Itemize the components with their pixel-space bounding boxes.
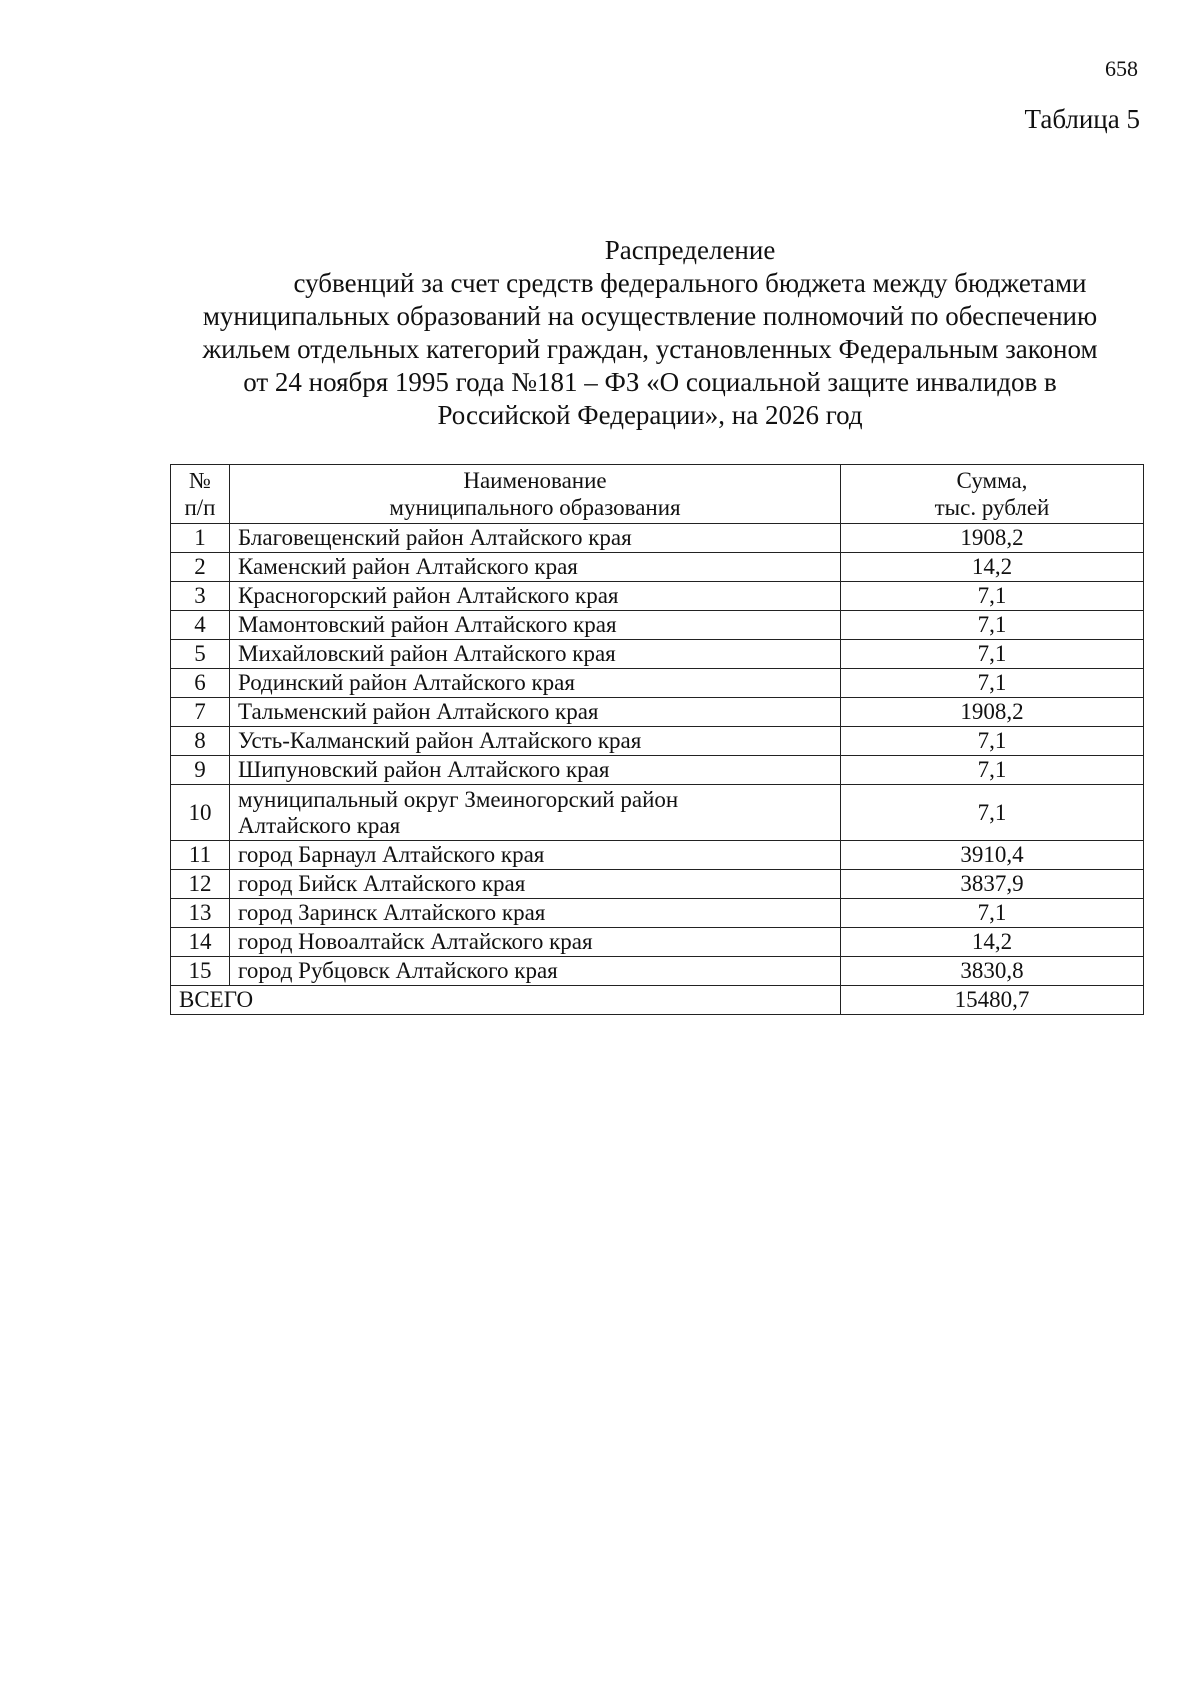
table-row bbox=[171, 640, 1144, 669]
row-sum: 14,2 bbox=[841, 928, 1144, 957]
table-total-row bbox=[171, 986, 1144, 1015]
row-number: 1 bbox=[171, 524, 230, 553]
row-number: 10 bbox=[171, 785, 230, 841]
distribution-table bbox=[170, 464, 1144, 1015]
row-number: 6 bbox=[171, 669, 230, 698]
row-sum: 7,1 bbox=[841, 582, 1144, 611]
row-sum: 1908,2 bbox=[841, 698, 1144, 727]
document-title bbox=[150, 234, 1150, 432]
total-label: ВСЕГО bbox=[171, 986, 841, 1015]
row-sum: 7,1 bbox=[841, 727, 1144, 756]
row-number: 11 bbox=[171, 841, 230, 870]
page-number: 658 bbox=[1105, 56, 1138, 81]
title-line-2: муниципальных образований на осуществление полномочий по обеспечению bbox=[202, 301, 1098, 331]
header-name-line1: Наименование bbox=[463, 468, 607, 493]
table-row bbox=[171, 957, 1144, 986]
table-row bbox=[171, 669, 1144, 698]
title-heading: Распределение bbox=[604, 235, 776, 265]
row-name: Благовещенский район Алтайского края bbox=[230, 524, 841, 553]
header-name bbox=[230, 465, 841, 524]
row-name: Шипуновский район Алтайского края bbox=[230, 756, 841, 785]
title-line-3: жильем отдельных категорий граждан, установленных Федеральным законом bbox=[202, 334, 1098, 364]
row-number: 3 bbox=[171, 582, 230, 611]
row-number: 2 bbox=[171, 553, 230, 582]
header-sum bbox=[841, 465, 1144, 524]
table-row bbox=[171, 785, 1144, 841]
row-sum: 14,2 bbox=[841, 553, 1144, 582]
row-number: 5 bbox=[171, 640, 230, 669]
table-row bbox=[171, 611, 1144, 640]
row-number: 8 bbox=[171, 727, 230, 756]
row-sum: 7,1 bbox=[841, 899, 1144, 928]
header-number bbox=[171, 465, 230, 524]
table-row bbox=[171, 841, 1144, 870]
row-sum: 7,1 bbox=[841, 669, 1144, 698]
row-name: город Бийск Алтайского края bbox=[230, 870, 841, 899]
row-sum: 3837,9 bbox=[841, 870, 1144, 899]
row-name-line2: Алтайского края bbox=[238, 812, 401, 838]
row-name: Тальменский район Алтайского края bbox=[230, 698, 841, 727]
row-name-line1: муниципальный округ Змеиногорский район bbox=[238, 786, 679, 812]
table-row bbox=[171, 756, 1144, 785]
row-number: 12 bbox=[171, 870, 230, 899]
row-number: 9 bbox=[171, 756, 230, 785]
table-row bbox=[171, 899, 1144, 928]
total-sum: 15480,7 bbox=[841, 986, 1144, 1015]
row-name: город Барнаул Алтайского края bbox=[230, 841, 841, 870]
table-row bbox=[171, 524, 1144, 553]
table-label: Таблица 5 bbox=[1024, 104, 1140, 134]
header-sum-line1: Сумма, bbox=[956, 468, 1028, 493]
row-sum: 7,1 bbox=[841, 785, 1144, 841]
row-sum: 7,1 bbox=[841, 756, 1144, 785]
row-number: 15 bbox=[171, 957, 230, 986]
row-number: 7 bbox=[171, 698, 230, 727]
row-sum: 7,1 bbox=[841, 611, 1144, 640]
row-sum: 1908,2 bbox=[841, 524, 1144, 553]
table-row bbox=[171, 928, 1144, 957]
table-header-row bbox=[171, 465, 1144, 524]
title-line-5: Российской Федерации», на 2026 год bbox=[437, 400, 863, 430]
table-row bbox=[171, 727, 1144, 756]
table-row bbox=[171, 870, 1144, 899]
title-line-4: от 24 ноября 1995 года №181 – ФЗ «О социальной защите инвалидов в bbox=[243, 367, 1057, 397]
table-row bbox=[171, 553, 1144, 582]
row-number: 13 bbox=[171, 899, 230, 928]
row-name bbox=[230, 785, 841, 841]
row-name: Усть-Калманский район Алтайского края bbox=[230, 727, 841, 756]
row-name: Родинский район Алтайского края bbox=[230, 669, 841, 698]
row-number: 14 bbox=[171, 928, 230, 957]
header-sum-line2: тыс. рублей bbox=[934, 495, 1050, 520]
row-name: Каменский район Алтайского края bbox=[230, 553, 841, 582]
row-sum: 7,1 bbox=[841, 640, 1144, 669]
row-name: Мамонтовский район Алтайского края bbox=[230, 611, 841, 640]
row-name: город Новоалтайск Алтайского края bbox=[230, 928, 841, 957]
row-sum: 3910,4 bbox=[841, 841, 1144, 870]
row-sum: 3830,8 bbox=[841, 957, 1144, 986]
row-name: город Заринск Алтайского края bbox=[230, 899, 841, 928]
table-row bbox=[171, 582, 1144, 611]
title-line-1: субвенций за счет средств федерального бюджета между бюджетами bbox=[293, 268, 1087, 298]
header-name-line2: муниципального образования bbox=[389, 495, 681, 520]
row-number: 4 bbox=[171, 611, 230, 640]
table-row bbox=[171, 698, 1144, 727]
row-name: город Рубцовск Алтайского края bbox=[230, 957, 841, 986]
header-number-line2: п/п bbox=[184, 495, 216, 520]
row-name: Михайловский район Алтайского края bbox=[230, 640, 841, 669]
row-name: Красногорский район Алтайского края bbox=[230, 582, 841, 611]
header-number-line1: № bbox=[189, 468, 211, 493]
